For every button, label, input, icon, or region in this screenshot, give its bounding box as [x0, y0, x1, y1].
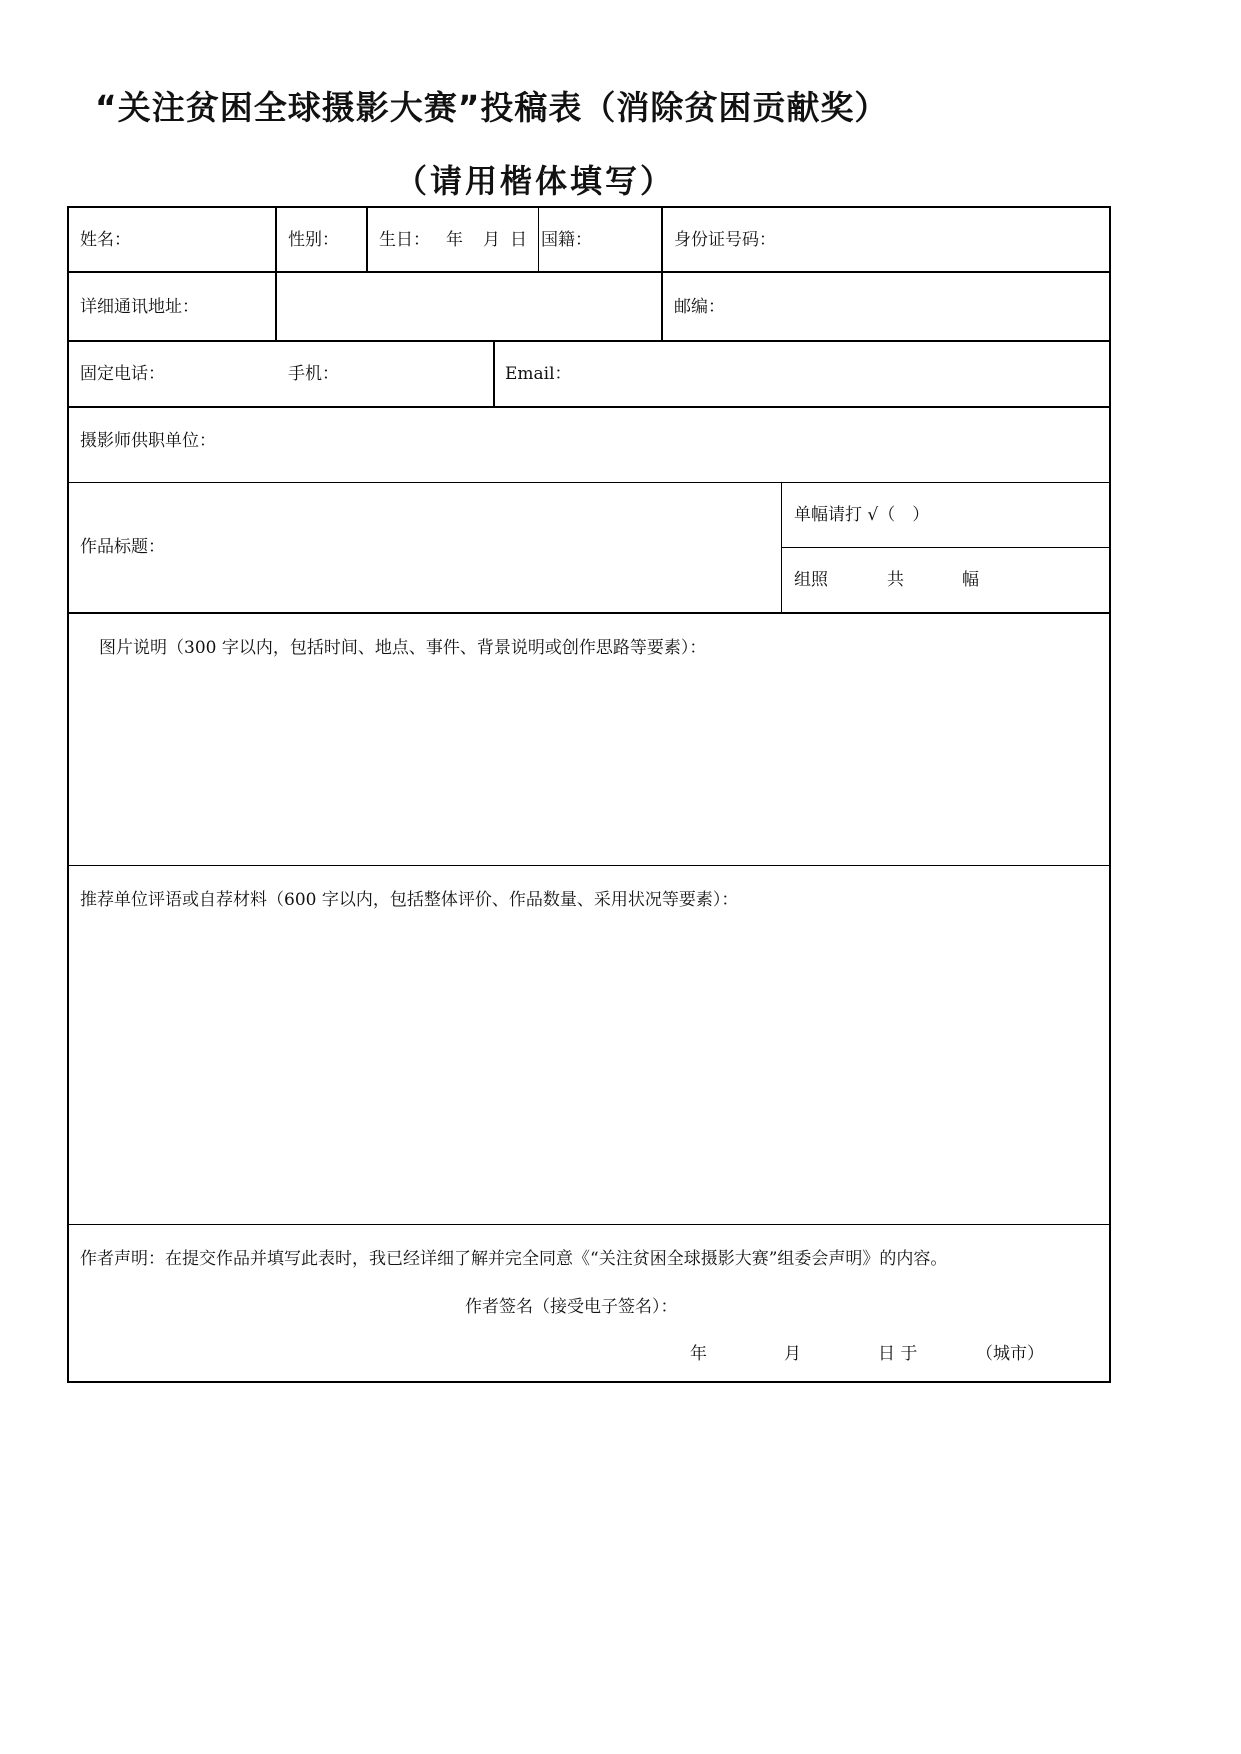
sign-year-label: 年	[690, 1344, 707, 1364]
id-number-label: 身份证号码：	[674, 230, 776, 250]
form-title: “关注贫困全球摄影大赛”投稿表（消除贫困贡献奖）	[95, 88, 889, 127]
nationality-label: 国籍：	[541, 230, 592, 250]
row-divider	[67, 271, 1111, 273]
row-divider	[67, 612, 1111, 614]
form-table	[67, 206, 1111, 1383]
phone-label: 固定电话：	[80, 364, 165, 384]
column-divider	[366, 206, 368, 272]
single-photo-checkbox-label: 单幅请打 √（ ）	[794, 505, 930, 525]
row-divider	[495, 406, 1111, 408]
employer-label: 摄影师供职单位：	[80, 431, 216, 451]
column-divider	[781, 482, 782, 613]
row-divider	[67, 340, 1111, 342]
column-divider	[661, 206, 663, 341]
sign-city-label: （城市）	[976, 1344, 1044, 1364]
row-divider	[781, 547, 1111, 548]
birth-day-label: 日	[510, 230, 527, 250]
work-title-label: 作品标题：	[80, 537, 165, 557]
postcode-label: 邮编：	[674, 297, 725, 317]
signature-label: 作者签名（接受电子签名）：	[465, 1297, 678, 1317]
sign-day-at-label: 日 于	[878, 1344, 918, 1364]
name-label: 姓名：	[80, 230, 131, 250]
column-divider	[493, 340, 495, 407]
birth-month-label: 月	[483, 230, 500, 250]
column-divider	[275, 206, 277, 340]
recommendation-label: 推荐单位评语或自荐材料（600 字以内，包括整体评价、作品数量、采用状况等要素）：	[80, 890, 739, 910]
form-subtitle: （请用楷体填写）	[395, 162, 676, 200]
gender-label: 性别：	[288, 230, 339, 250]
address-label: 详细通讯地址：	[80, 297, 199, 317]
group-total-label: 共	[887, 570, 904, 590]
mobile-label: 手机：	[288, 364, 339, 384]
group-photo-label: 组照	[794, 570, 828, 590]
sign-month-label: 月	[784, 1344, 801, 1364]
row-divider	[67, 482, 1111, 483]
row-divider	[67, 406, 495, 408]
declaration-statement: 作者声明：在提交作品并填写此表时，我已经详细了解并完全同意《“关注贫困全球摄影大赛”组委会声明》的内容。	[80, 1249, 948, 1269]
email-label: Email：	[505, 364, 572, 384]
row-divider	[67, 865, 1111, 866]
birth-year-label: 年	[446, 230, 463, 250]
group-frames-label: 幅	[962, 570, 979, 590]
description-label: 图片说明（300 字以内，包括时间、地点、事件、背景说明或创作思路等要素）：	[99, 638, 707, 658]
column-divider	[538, 206, 539, 272]
birth-label: 生日：	[379, 230, 430, 250]
row-divider	[67, 1224, 1111, 1225]
